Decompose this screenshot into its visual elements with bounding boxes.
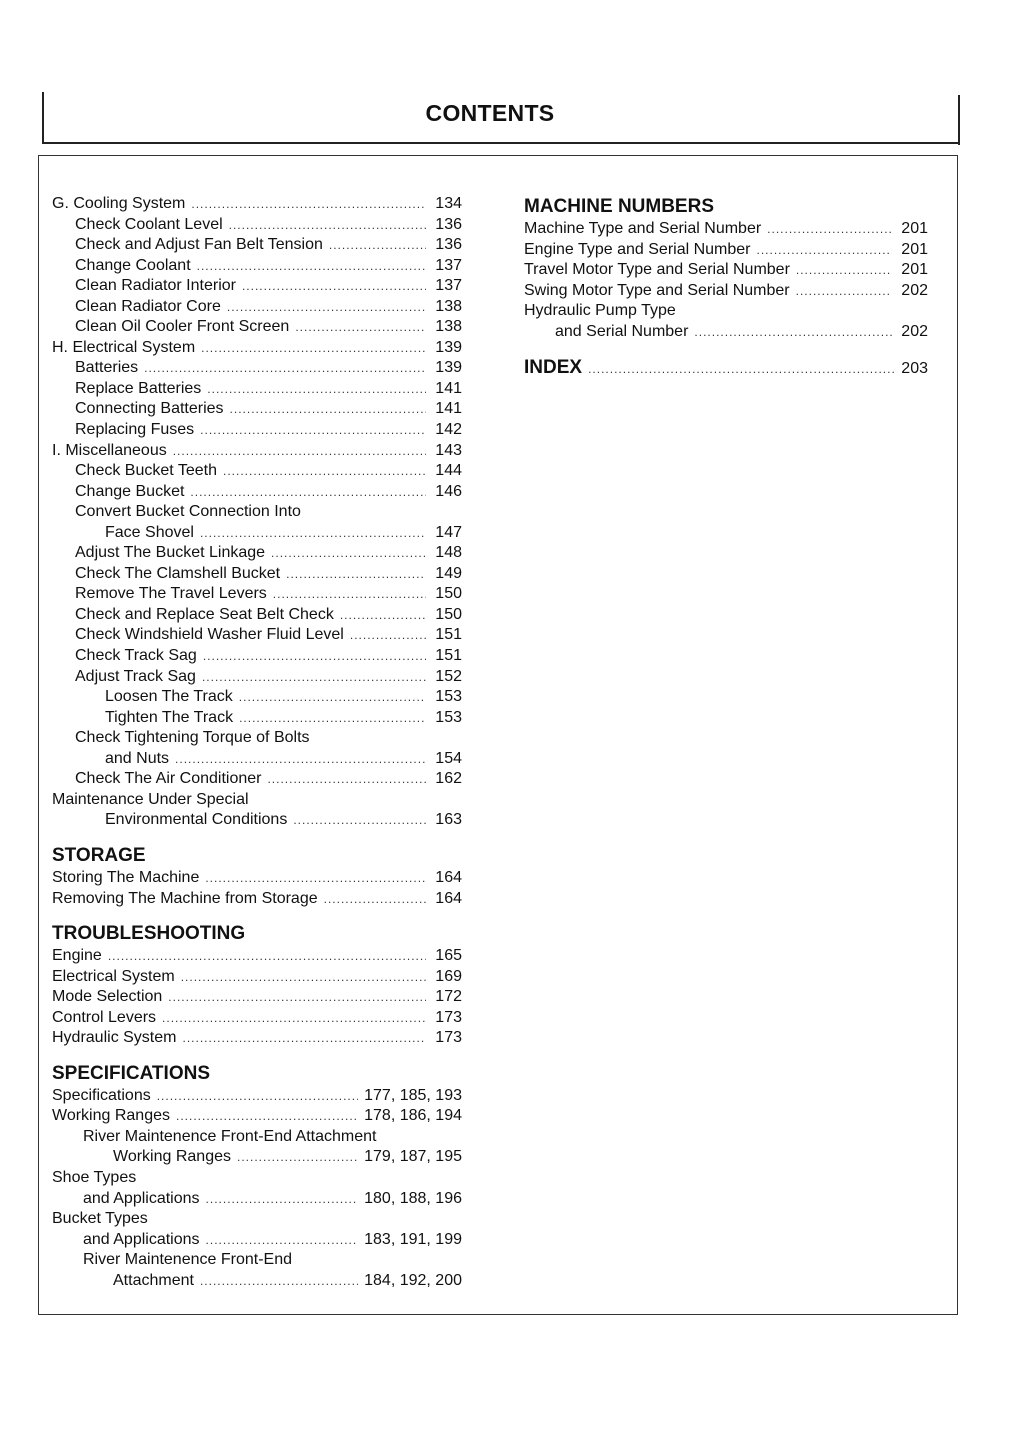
toc-entry-label: Machine Type and Serial Number [524, 220, 762, 237]
toc-entry-page: 137 [435, 277, 462, 295]
toc-entry[interactable] [52, 297, 462, 318]
toc-entry-page: 153 [435, 688, 462, 706]
toc-entry[interactable] [524, 240, 928, 261]
toc-entry-page: 153 [435, 708, 462, 726]
toc-entry-page: 150 [435, 605, 462, 623]
toc-entry-label: Check Track Sag [75, 647, 197, 665]
header-rule-bottom [42, 142, 960, 144]
toc-entry[interactable] [52, 728, 462, 749]
toc-entry[interactable] [52, 235, 462, 256]
toc-entry[interactable] [52, 564, 462, 585]
toc-entry-page: 136 [435, 215, 462, 233]
right-column [524, 194, 928, 382]
toc-entry[interactable] [52, 967, 462, 988]
toc-entry-label: Adjust Track Sag [75, 667, 196, 685]
leader-dots [796, 281, 892, 302]
leader-dots [203, 646, 426, 667]
toc-entry[interactable] [52, 1168, 462, 1189]
toc-entry[interactable] [52, 584, 462, 605]
toc-entry-page: 137 [435, 256, 462, 274]
leader-dots [329, 235, 426, 256]
toc-entry[interactable] [524, 219, 928, 240]
toc-entry-page: 201 [901, 240, 928, 258]
toc-entry-page: 141 [435, 379, 462, 397]
toc-entry[interactable] [52, 358, 462, 379]
toc-entry[interactable] [52, 420, 462, 441]
leader-dots [157, 1086, 358, 1107]
toc-entry-label: Engine Type and Serial Number [524, 240, 751, 258]
toc-entry-page: 163 [435, 811, 462, 829]
toc-entry[interactable] [52, 625, 462, 646]
toc-entry[interactable] [52, 946, 462, 967]
toc-entry-label: Working Ranges [113, 1148, 231, 1166]
toc-entry-label: Check The Clamshell Bucket [75, 564, 281, 582]
leader-dots [201, 338, 426, 359]
leader-dots [340, 605, 426, 626]
toc-entry[interactable] [52, 256, 462, 277]
toc-entry-label: Hydraulic Pump Type [524, 302, 676, 320]
toc-entry-page: 169 [435, 967, 462, 985]
toc-entry-label: Clean Radiator Interior [75, 277, 236, 295]
toc-entry[interactable] [524, 281, 928, 302]
toc-entry-page: 173 [435, 1029, 462, 1047]
toc-entry-page: 149 [435, 564, 462, 582]
toc-entry-label: Tighten The Track [105, 708, 234, 726]
leader-dots [191, 194, 426, 215]
toc-entry[interactable] [52, 1230, 462, 1251]
toc-entry[interactable] [52, 1250, 462, 1271]
leader-dots [230, 399, 426, 420]
leader-dots [242, 276, 426, 297]
left-column [52, 194, 462, 1291]
toc-entry[interactable] [52, 987, 462, 1008]
toc-entry-label: Storing The Machine [52, 868, 200, 886]
toc-entry-label: Check Coolant Level [75, 215, 223, 233]
toc-entry-label: Check and Adjust Fan Belt Tension [75, 236, 323, 254]
toc-entry-page: 152 [435, 667, 462, 685]
toc-entry[interactable] [52, 379, 462, 400]
toc-entry[interactable] [52, 1086, 462, 1107]
toc-entry[interactable] [52, 441, 462, 462]
toc-entry[interactable] [52, 889, 462, 910]
leader-dots [350, 625, 426, 646]
toc-entry-label: Loosen The Track [105, 688, 233, 706]
toc-entry-page: 150 [435, 585, 462, 603]
toc-entry-page: 141 [435, 400, 462, 418]
toc-entry-label: Check Tightening Torque of Bolts [75, 729, 310, 747]
toc-entry-page: 184, 192, 200 [364, 1271, 462, 1289]
leader-dots [286, 564, 426, 585]
toc-entry-label: River Maintenence Front-End [83, 1251, 292, 1269]
leader-dots [182, 1028, 426, 1049]
toc-entry-page: 154 [435, 749, 462, 767]
toc-entry-label: Engine [52, 947, 102, 965]
toc-entry-page: 202 [901, 281, 928, 299]
toc-entry-label: and Applications [83, 1230, 200, 1248]
toc-entry[interactable] [52, 868, 462, 889]
toc-entry-label: Clean Oil Cooler Front Screen [75, 318, 290, 336]
toc-entry-label: Change Bucket [75, 482, 185, 500]
toc-entry-page: 183, 191, 199 [364, 1230, 462, 1248]
machine-numbers-entries [524, 219, 928, 342]
toc-entry-label: Environmental Conditions [105, 811, 288, 829]
specifications-entries [52, 1086, 462, 1291]
toc-entry[interactable] [52, 543, 462, 564]
leader-dots [694, 322, 892, 343]
toc-entry-label: Clean Radiator Core [75, 297, 221, 315]
toc-entry-label: Check Bucket Teeth [75, 462, 218, 480]
toc-entry-page: 143 [435, 441, 462, 459]
section-heading-troubleshooting: TROUBLESHOOTING [52, 923, 246, 945]
leader-dots [200, 523, 426, 544]
toc-entry-label: I. Miscellaneous [52, 441, 167, 459]
toc-entry-page: 179, 187, 195 [364, 1148, 462, 1166]
toc-entry-label: Bucket Types [52, 1210, 148, 1228]
leader-dots [200, 420, 426, 441]
toc-entry[interactable] [52, 317, 462, 338]
toc-entry-page: 144 [435, 462, 462, 480]
leader-dots [205, 868, 426, 889]
toc-entry[interactable] [52, 749, 462, 770]
toc-entry-label: Attachment [113, 1271, 194, 1289]
index-entry[interactable] [524, 354, 928, 382]
toc-entry[interactable] [52, 708, 462, 729]
page-title: CONTENTS [425, 100, 555, 126]
leader-dots [181, 967, 426, 988]
section-heading-storage: STORAGE [52, 844, 146, 866]
toc-entry[interactable] [52, 1209, 462, 1230]
toc-entry-label: Removing The Machine from Storage [52, 889, 318, 907]
leader-dots [207, 379, 426, 400]
leader-dots [173, 441, 426, 462]
toc-entry-page: 173 [435, 1008, 462, 1026]
toc-entry-page: 138 [435, 297, 462, 315]
leader-dots [767, 219, 892, 240]
leader-dots [144, 358, 426, 379]
toc-entry[interactable] [52, 687, 462, 708]
toc-entry-page: 202 [901, 322, 928, 340]
leader-dots [175, 749, 426, 770]
toc-entry-label: and Serial Number [555, 322, 689, 340]
toc-entry[interactable] [52, 1028, 462, 1049]
toc-entry[interactable] [52, 482, 462, 503]
toc-entry[interactable] [52, 194, 462, 215]
leader-dots [271, 543, 426, 564]
leader-dots [295, 317, 426, 338]
toc-entry-label: Hydraulic System [52, 1029, 177, 1047]
leader-dots [293, 810, 426, 831]
toc-entry-label: Check and Replace Seat Belt Check [75, 605, 334, 623]
toc-entry[interactable] [52, 810, 462, 831]
leader-dots [588, 355, 895, 383]
toc-entry-label: Replace Batteries [75, 379, 202, 397]
toc-entry-page: 165 [435, 947, 462, 965]
toc-entry-label: Change Coolant [75, 256, 191, 274]
toc-entry-page: 146 [435, 482, 462, 500]
toc-entry[interactable] [52, 1147, 462, 1168]
toc-entry-label: Connecting Batteries [75, 400, 224, 418]
toc-entry-page: 172 [435, 988, 462, 1006]
toc-entry-label: Control Levers [52, 1008, 157, 1026]
leader-dots [206, 1189, 359, 1210]
section-heading-machine-numbers: MACHINE NUMBERS [524, 196, 714, 217]
toc-entry[interactable] [52, 215, 462, 236]
toc-entry-page: 180, 188, 196 [364, 1189, 462, 1207]
toc-entry[interactable] [52, 769, 462, 790]
toc-entry-page: 139 [435, 338, 462, 356]
toc-entry-label: G. Cooling System [52, 195, 186, 212]
leader-dots [108, 946, 426, 967]
toc-entry[interactable] [52, 523, 462, 544]
toc-entry[interactable] [524, 260, 928, 281]
toc-entry-label: Batteries [75, 359, 139, 377]
toc-entry[interactable] [52, 399, 462, 420]
toc-entry[interactable] [52, 1008, 462, 1029]
toc-entry-page: 151 [435, 626, 462, 644]
toc-entry-page: 164 [435, 889, 462, 907]
toc-entry-page: 178, 186, 194 [364, 1107, 462, 1125]
leader-dots [324, 889, 426, 910]
toc-entry[interactable] [52, 790, 462, 811]
toc-entry-label: Adjust The Bucket Linkage [75, 544, 266, 562]
leader-dots [796, 260, 892, 281]
toc-entry-label: River Maintenence Front-End Attachment [83, 1127, 377, 1145]
toc-entry-page: 151 [435, 647, 462, 665]
index-page: 203 [901, 360, 928, 378]
toc-entry[interactable] [52, 1127, 462, 1148]
toc-entry-label: Working Ranges [52, 1107, 170, 1125]
toc-entry-label: Maintenance Under Special [52, 790, 249, 808]
toc-entry[interactable] [52, 1271, 462, 1292]
leader-dots [223, 461, 426, 482]
leader-dots [206, 1230, 359, 1251]
leader-dots [176, 1106, 358, 1127]
toc-entry-page: 134 [435, 195, 462, 212]
leader-dots [190, 482, 426, 503]
toc-entry[interactable] [52, 276, 462, 297]
toc-entry-label: Check Windshield Washer Fluid Level [75, 626, 344, 644]
toc-entry-label: Shoe Types [52, 1168, 137, 1186]
leader-dots [757, 240, 892, 261]
leader-dots [197, 256, 426, 277]
toc-entry[interactable] [52, 1106, 462, 1127]
toc-entry-page: 164 [435, 868, 462, 886]
index-label: INDEX [524, 357, 583, 379]
section-heading-specifications: SPECIFICATIONS [52, 1062, 210, 1084]
leader-dots [202, 667, 426, 688]
leader-dots [200, 1271, 358, 1292]
toc-entry-label: Convert Bucket Connection Into [75, 503, 301, 521]
toc-entry-label: Check The Air Conditioner [75, 770, 262, 788]
toc-entry[interactable] [524, 301, 928, 322]
toc-entry-label: Mode Selection [52, 988, 163, 1006]
toc-entry-page: 177, 185, 193 [364, 1086, 462, 1104]
toc-entry-page: 142 [435, 421, 462, 439]
leader-dots [237, 1147, 358, 1168]
toc-entry-page: 138 [435, 318, 462, 336]
toc-entry-label: Electrical System [52, 967, 175, 985]
leader-dots [239, 687, 426, 708]
toc-entry-label: Face Shovel [105, 523, 194, 541]
toc-entry-label: H. Electrical System [52, 338, 196, 356]
leader-dots [267, 769, 426, 790]
toc-entry[interactable] [52, 667, 462, 688]
toc-entry-label: Replacing Fuses [75, 421, 195, 439]
toc-entry-label: Travel Motor Type and Serial Number [524, 261, 790, 279]
toc-entry[interactable] [52, 1189, 462, 1210]
toc-entry[interactable] [52, 502, 462, 523]
leader-dots [168, 987, 426, 1008]
leader-dots [227, 297, 426, 318]
storage-entries [52, 868, 462, 909]
maintenance-entries [52, 194, 462, 831]
toc-entry-page: 136 [435, 236, 462, 254]
leader-dots [162, 1008, 426, 1029]
leader-dots [273, 584, 426, 605]
toc-entry[interactable] [52, 338, 462, 359]
toc-entry-label: Specifications [52, 1086, 151, 1104]
toc-entry-label: and Applications [83, 1189, 200, 1207]
toc-entry-label: Remove The Travel Levers [75, 585, 267, 603]
toc-entry[interactable] [52, 646, 462, 667]
toc-entry[interactable] [52, 605, 462, 626]
toc-entry-page: 201 [901, 261, 928, 279]
toc-entry-label: and Nuts [105, 749, 170, 767]
toc-entry-page: 139 [435, 359, 462, 377]
toc-entry[interactable] [52, 461, 462, 482]
toc-entry[interactable] [524, 322, 928, 343]
toc-entry-label: Swing Motor Type and Serial Number [524, 281, 790, 299]
toc-entry-page: 148 [435, 544, 462, 562]
troubleshooting-entries [52, 946, 462, 1049]
leader-dots [239, 708, 426, 729]
toc-entry-page: 162 [435, 770, 462, 788]
leader-dots [229, 215, 426, 236]
toc-entry-page: 147 [435, 523, 462, 541]
toc-entry-page: 201 [901, 220, 928, 237]
